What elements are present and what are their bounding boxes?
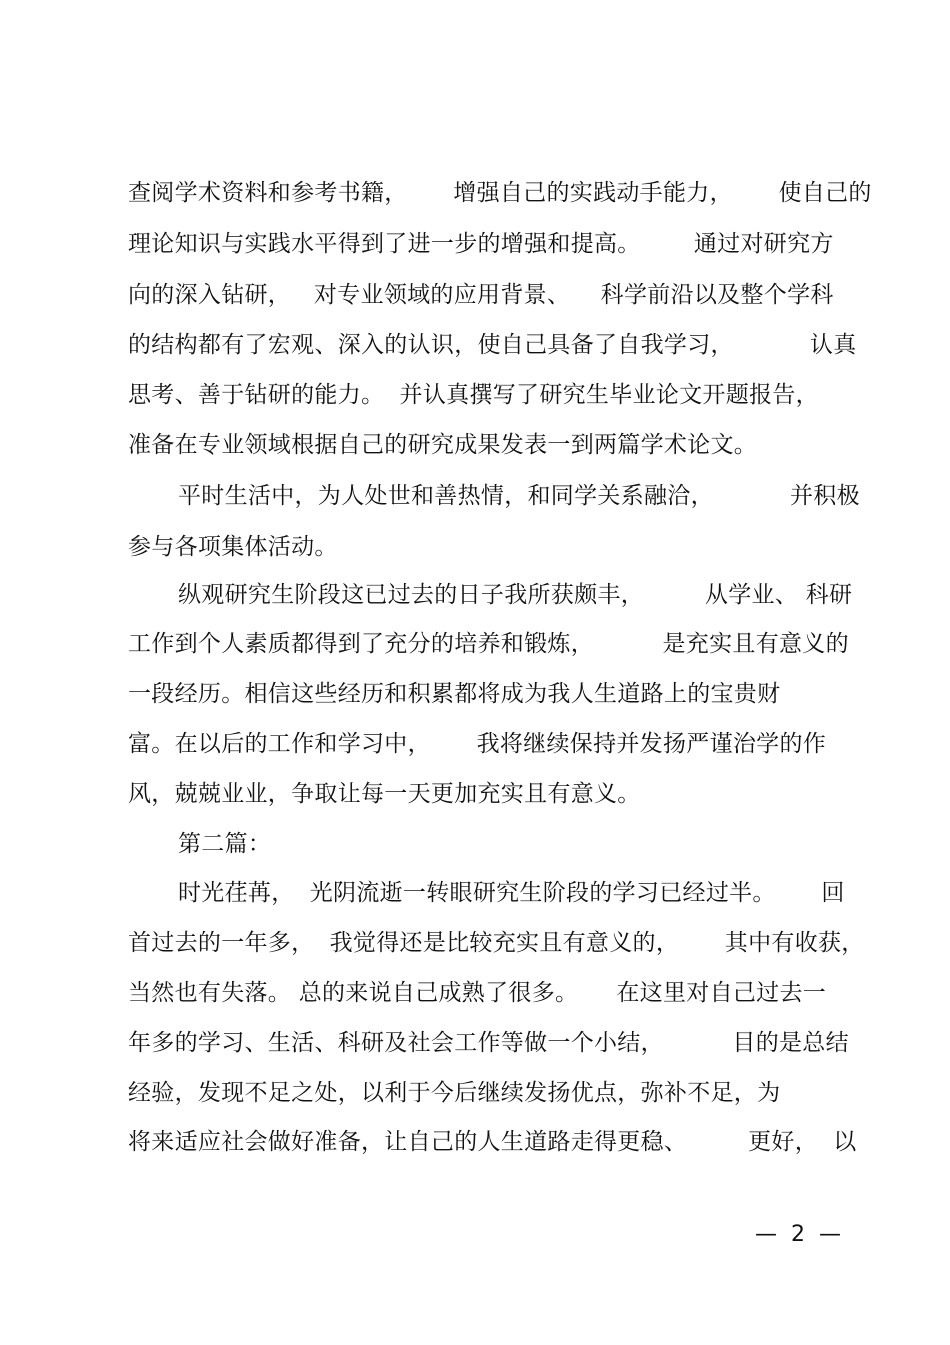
text-line: 准备在专业领域根据自己的研究成果发表一到两篇学术论文。 — [128, 432, 758, 458]
text-line: 将来适应社会做好准备，让自己的人生道路走得更稳、 更好， 以 — [128, 1129, 857, 1155]
text-line: 一段经历。相信这些经历和积累都将成为我人生道路上的宝贵财 — [128, 681, 781, 707]
text-line: 理论知识与实践水平得到了进一步的增强和提高。 通过对研究方 — [128, 231, 834, 257]
section-heading: 第二篇： — [178, 831, 272, 857]
text-line: 思考、善于钻研的能力。 并认真撰写了研究生毕业论文开题报告， — [128, 382, 819, 408]
text-line: 工作到个人素质都得到了充分的培养和锻炼， 是充实且有意义的 — [128, 631, 849, 657]
text-line: 向的深入钻研， 对专业领域的应用背景、 科学前沿以及整个学科 — [128, 282, 834, 308]
page-number: — 2 — — [755, 1222, 841, 1247]
text-line: 富。在以后的工作和学习中， 我将继续保持并发扬严谨治学的作 — [128, 731, 827, 757]
text-line: 经验，发现不足之处，以利于今后继续发扬优点，弥补不足，为 — [128, 1080, 781, 1106]
text-line: 当然也有失落。 总的来说自己成熟了很多。 在这里对自己过去一 — [128, 980, 827, 1006]
text-line: 时光荏苒， 光阴流逝一转眼研究生阶段的学习已经过半。 回 — [178, 880, 845, 906]
text-line: 风，兢兢业业，争取让每一天更加充实且有意义。 — [128, 781, 641, 807]
text-line: 查阅学术资料和参考书籍， 增强自己的实践动手能力， 使自己的 — [128, 180, 872, 206]
text-line: 参与各项集体活动。 — [128, 534, 338, 560]
text-line: 的结构都有了宏观、深入的认识，使自己具备了自我学习， 认真 — [128, 332, 857, 358]
text-line: 年多的学习、生活、科研及社会工作等做一个小结， 目的是总结 — [128, 1030, 849, 1056]
text-line: 纵观研究生阶段这已过去的日子我所获颇丰， 从学业、 科研 — [178, 582, 853, 608]
text-line: 平时生活中，为人处世和善热情，和同学关系融洽， 并积极 — [178, 483, 860, 509]
text-line: 首过去的一年多， 我觉得还是比较充实且有意义的， 其中有收获， — [128, 930, 865, 956]
